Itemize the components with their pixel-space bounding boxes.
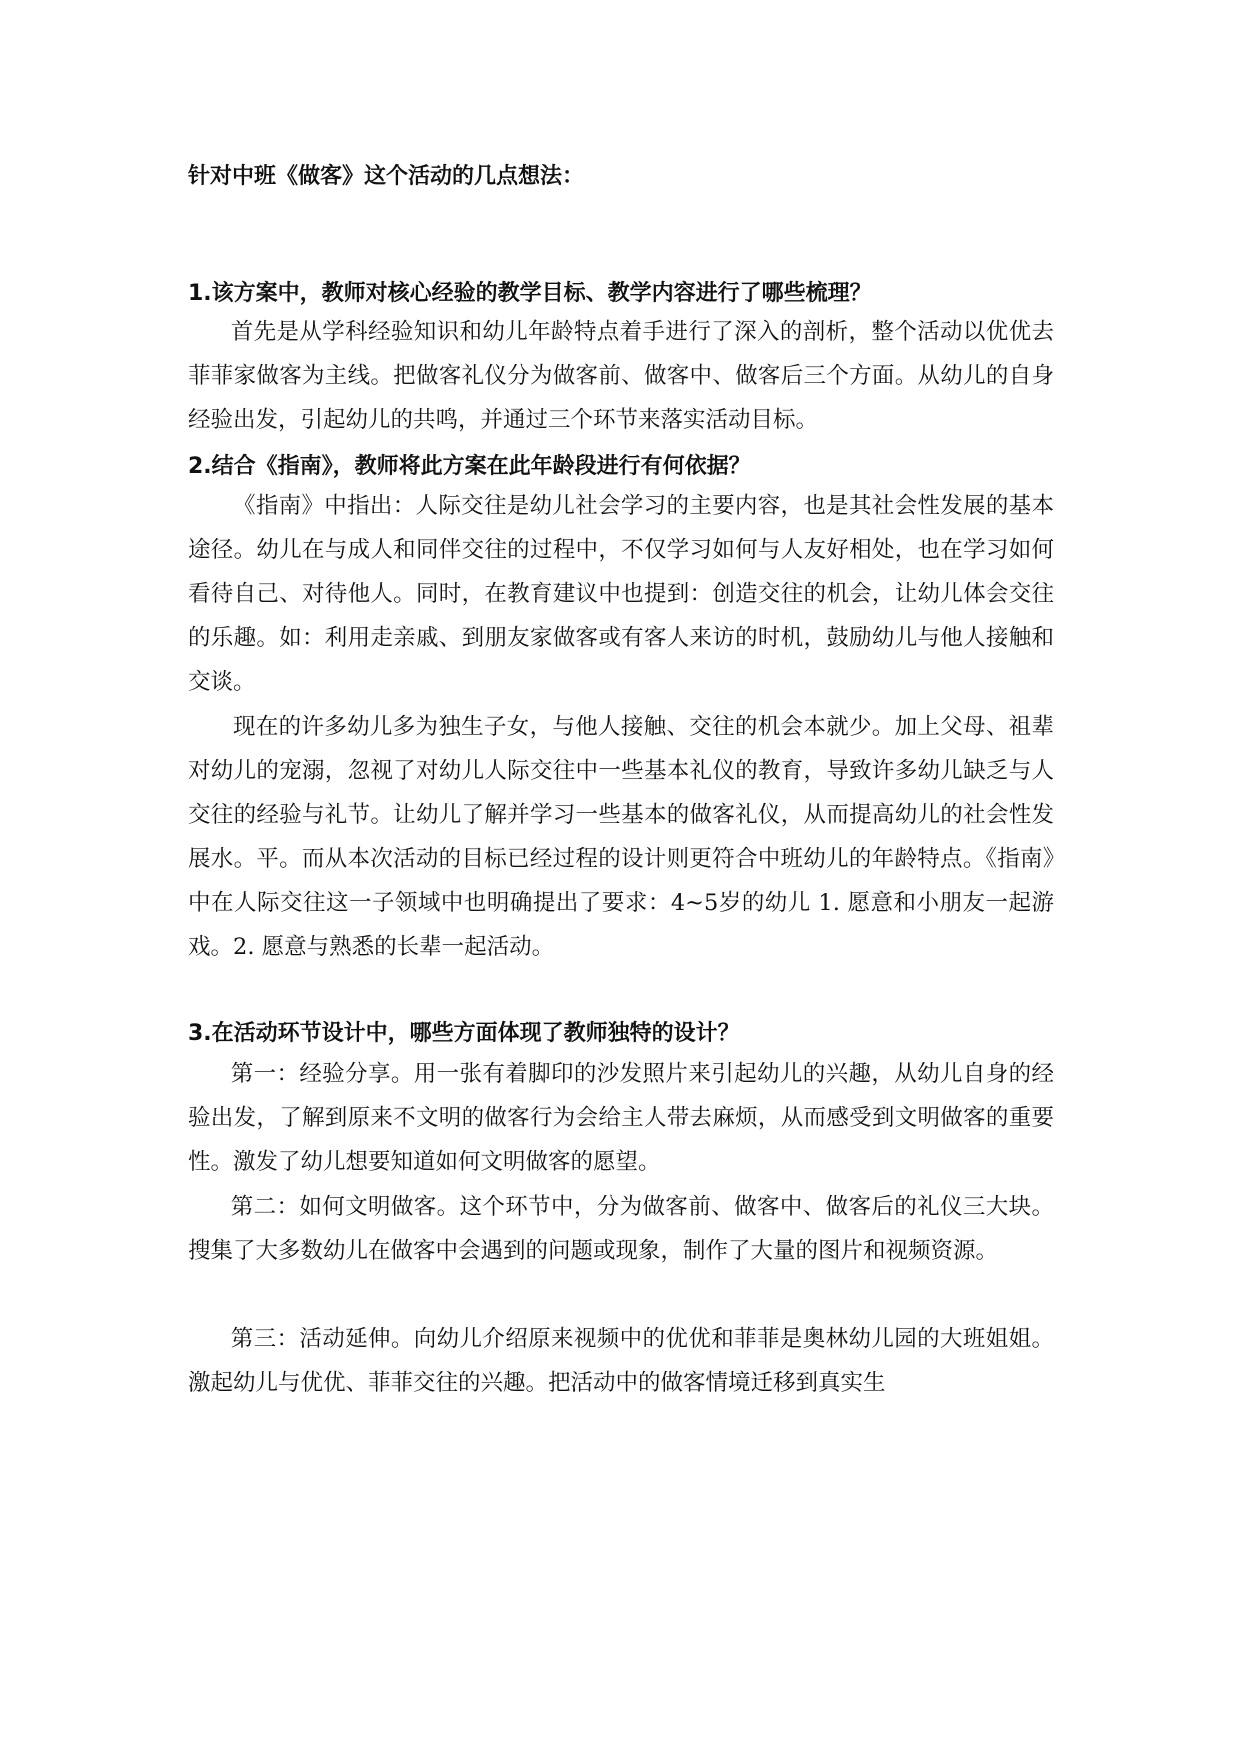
document-title: 针对中班《做客》这个活动的几点想法：	[188, 164, 585, 189]
section-1-heading: 1.该方案中，教师对核心经验的教学目标、教学内容进行了哪些梳理？	[188, 281, 872, 306]
section-3-heading: 3.在活动环节设计中，哪些方面体现了教师独特的设计？	[188, 1021, 740, 1046]
section-2-paragraph-1: 《指南》中指出：人际交往是幼儿社会学习的主要内容，也是其社会性发展的基本途径。幼儿在与成人和同伴交往的过程中，不仅学习如何与人友好相处，也在学习如何看待自己、对待他人。同时，在教育建议中也提到：创造交往的机会，让幼儿体会交往的乐趣。如：利用走亲戚、到朋友家做客或有客人来访的时机，鼓励幼儿与他人接触和交谈。	[188, 493, 1054, 695]
section-2-paragraph-2: 现在的许多幼儿多为独生子女，与他人接触、交往的机会本就少。加上父母、祖辈对幼儿的宠溺，忽视了对幼儿人际交往中一些基本礼仪的教育，导致许多幼儿缺乏与人交往的经验与礼节。让幼儿了解并学习一些基本的做客礼仪，从而提高幼儿的社会性发展水。平。而从本次活动的目标已经过程的设计则更符合中班幼儿的年龄特点。《指南》中在人际交往这一子领域中也明确提出了要求：4~5岁的幼儿 1. 愿意和小朋友一起游戏。2. 愿意与熟悉的长辈一起活动。	[188, 714, 1054, 960]
section-3-paragraph-2: 第二：如何文明做客。这个环节中，分为做客前、做客中、做客后的礼仪三大块。搜集了大多数幼儿在做客中会遇到的问题或现象，制作了大量的图片和视频资源。	[188, 1194, 1054, 1264]
section-3-paragraph-1: 第一：经验分享。用一张有着脚印的沙发照片来引起幼儿的兴趣，从幼儿自身的经验出发，了解到原来不文明的做客行为会给主人带去麻烦，从而感受到文明做客的重要性。激发了幼儿想要知道如何文明做客的愿望。	[188, 1061, 1054, 1175]
section-3-paragraph-3: 第三：活动延伸。向幼儿介绍原来视频中的优优和菲菲是奥林幼儿园的大班姐姐。激起幼儿与优优、菲菲交往的兴趣。把活动中的做客情境迁移到真实生	[188, 1326, 1054, 1396]
section-1-paragraph-1: 首先是从学科经验知识和幼儿年龄特点着手进行了深入的剖析，整个活动以优优去菲菲家做客为主线。把做客礼仪分为做客前、做客中、做客后三个方面。从幼儿的自身经验出发，引起幼儿的共鸣，并通过三个环节来落实活动目标。	[188, 319, 1054, 433]
section-2-heading: 2.结合《指南》，教师将此方案在此年龄段进行有何依据？	[188, 454, 751, 479]
